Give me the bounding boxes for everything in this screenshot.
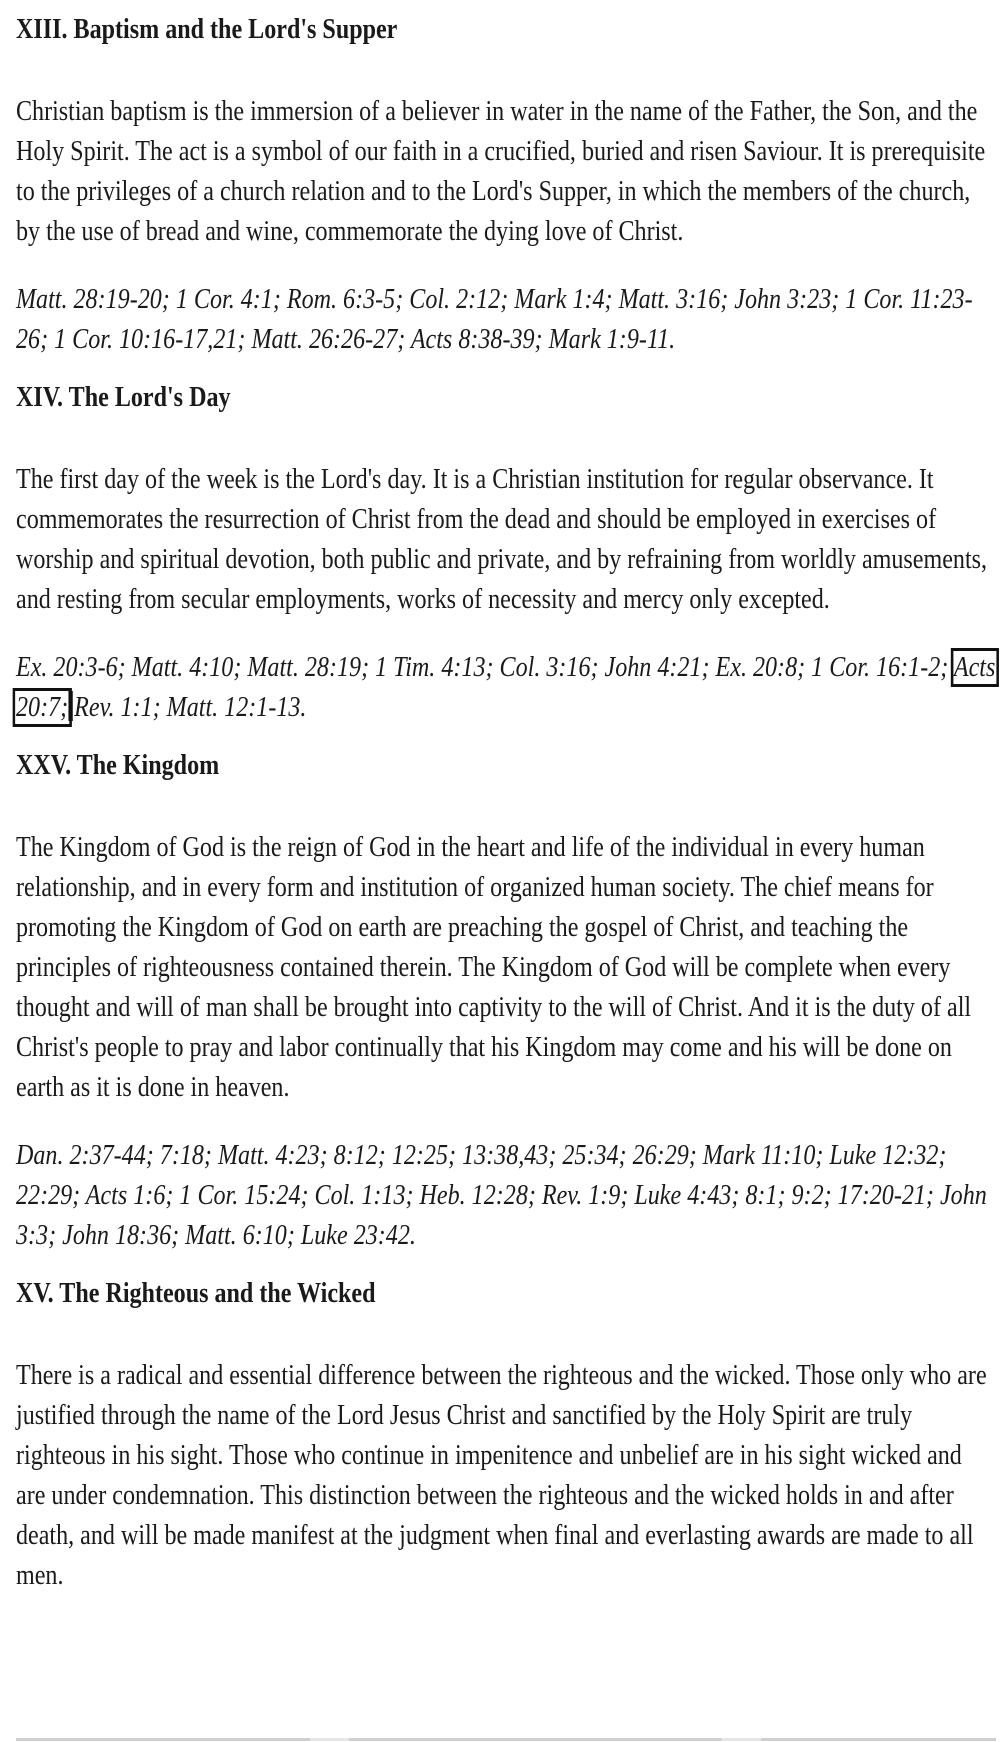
section-title: XIV. The Lord's Day — [16, 382, 231, 413]
cut-off-text-fragment — [16, 1738, 996, 1741]
refs-after-highlight: Rev. 1:1; Matt. 12:1-13. — [74, 692, 307, 723]
scripture-references: Matt. 28:19-20; 1 Cor. 4:1; Rom. 6:3-5; Col. 2:12; Mark 1:4; Matt. 3:16; John 3:23; 1 Cor. 11:23-26; 1 Cor. 10:16-17,21; Matt. 26:26-27; Acts 8:38-39; Mark 1:9-11. — [16, 284, 973, 355]
section-title: XIII. Baptism and the Lord's Supper — [16, 14, 398, 45]
section-body: There is a radical and essential difference between the righteous and the wicked. Those only who are justified through the name of the Lord Jesus Christ and sanctified by the Holy Spirit are truly righteous in his sight. Those who continue in impenitence and unbelief are in his sight wicked and are under condemnation. This distinction between the righteous and the wicked holds in and after death, and will be made manifest at the judgment when final and everlasting awards are made to all men. — [16, 1360, 987, 1591]
highlighted-reference-link[interactable]: Acts 20:7; — [16, 652, 996, 723]
cut-off-next-line — [16, 1728, 996, 1742]
section-righteous-wicked — [16, 1274, 996, 1596]
section-body: Christian baptism is the immersion of a believer in water in the name of the Father, the Son, and the Holy Spirit. The act is a symbol of our faith in a crucified, buried and risen Saviour. It is prerequisite to the privileges of a church relation and to the Lord's Supper, in which the members of the church, by the use of bread and wine, commemorate the dying love of Christ. — [16, 96, 986, 247]
text-cursor-icon — [68, 691, 72, 721]
scripture-references: Dan. 2:37-44; 7:18; Matt. 4:23; 8:12; 12:25; 13:38,43; 25:34; 26:29; Mark 11:10; Luke 12:32; 22:29; Acts 1:6; 1 Cor. 15:24; Col. 1:13; Heb. 12:28; Rev. 1:9; Luke 4:43; 8:1; 9:2; 17:20-21; John 3:3; John 18:36; Matt. 6:10; Luke 23:42. — [16, 1140, 987, 1251]
document-page — [16, 10, 996, 1596]
section-title: XV. The Righteous and the Wicked — [16, 1278, 376, 1309]
section-title: XXV. The Kingdom — [16, 750, 220, 781]
refs-before-highlight: Ex. 20:3-6; Matt. 4:10; Matt. 28:19; 1 Tim. 4:13; Col. 3:16; John 4:21; Ex. 20:8; 1 Cor. 16:1-2; — [16, 652, 954, 683]
scripture-references — [16, 648, 996, 728]
section-body: The Kingdom of God is the reign of God in the heart and life of the individual in every human relationship, and in every form and institution of organized human society. The chief means for promoting the Kingdom of God on earth are preaching the gospel of Christ, and teaching the principles of righteousness contained therein. The Kingdom of God will be complete when every thought and will of man shall be brought into captivity to the will of Christ. And it is the duty of all Christ's people to pray and labor continually that his Kingdom may come and his will be done on earth as it is done in heaven. — [16, 832, 972, 1103]
section-lords-day — [16, 378, 996, 746]
section-baptism — [16, 10, 996, 378]
section-kingdom — [16, 746, 996, 1274]
section-body: The first day of the week is the Lord's day. It is a Christian institution for regular observance. It commemorates the resurrection of Christ from the dead and should be employed in exercises of worship and spiritual devotion, both public and private, and by refraining from worldly amusements, and resting from secular employments, works of necessity and mercy only excepted. — [16, 464, 988, 615]
